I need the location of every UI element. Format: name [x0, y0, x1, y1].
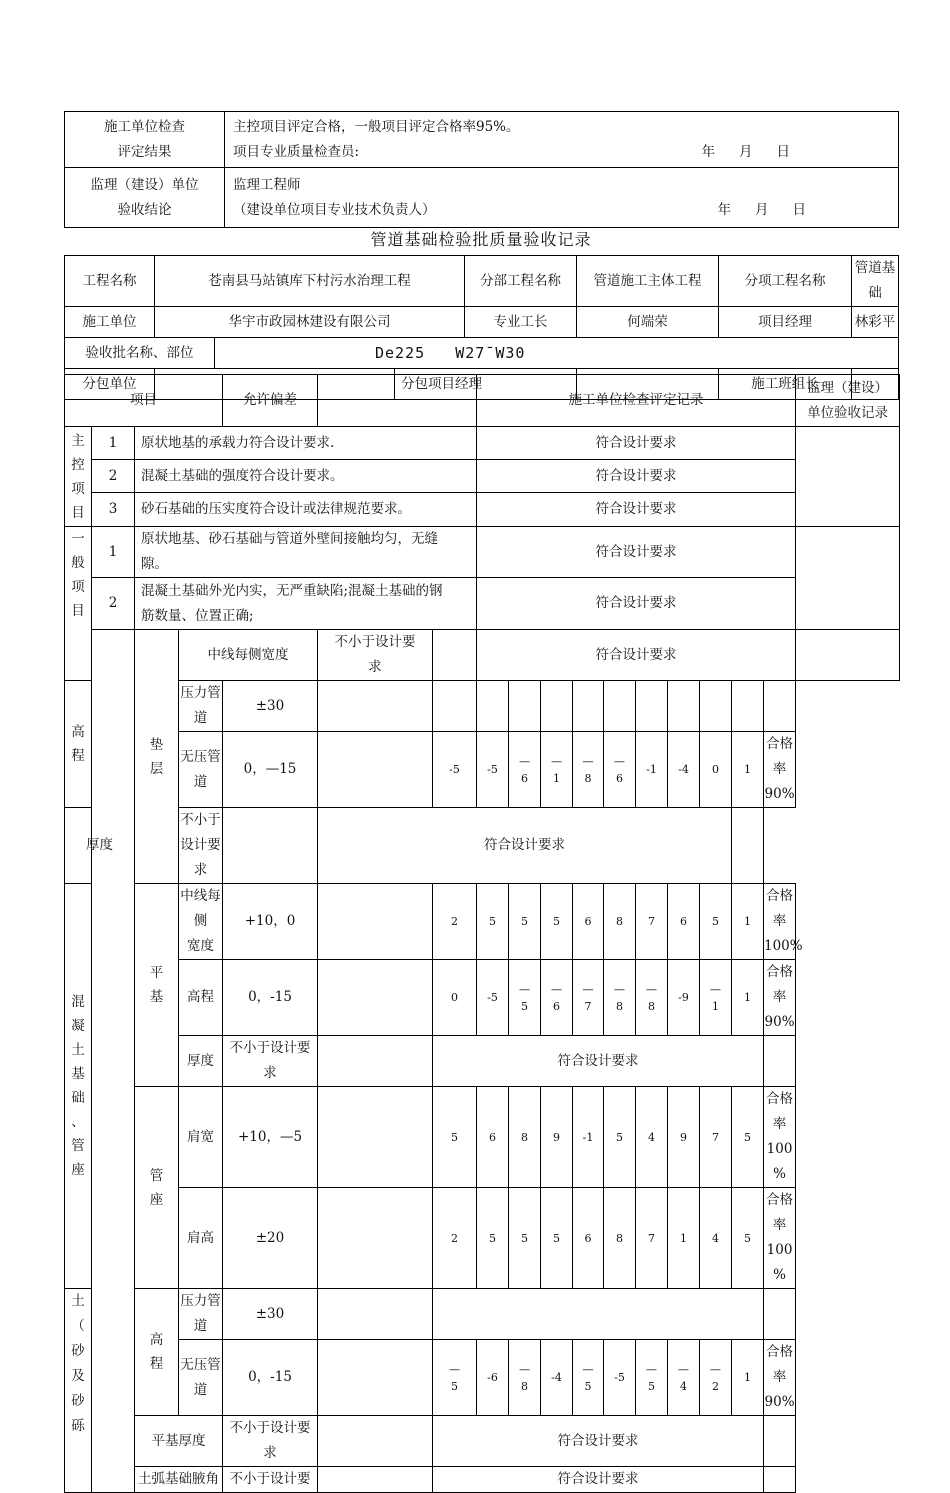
inspector-label: 项目专业质量检查员: — [233, 143, 360, 160]
flat-base-label: 平 基 — [135, 884, 179, 1087]
pipe-seat-label: 管 座 — [135, 1087, 179, 1289]
concrete-center-width-row: 混 凝 土 基 础 、 管 座 平 基 中线每侧 宽度 +10，0 2 5 5 5 6 8 7 6 5 1 合格率 100% — [65, 884, 900, 960]
cushion-elevation-label: 高 程 — [65, 681, 92, 808]
inspection-table: 项目 允许偏差 施工单位检查评定记录 监理（建设） 单位验收记录 主 控 项 目 1 原状地基的承载力符合设计要求. 符合设计要求 2 混凝土基础的强度符合设计要求。 符合设计要求 3 砂石基础的压实度符合设计或法律规范要求。 符合设计要求 一 般 项 目 1 原状地基、砂石基础与管道外壁间接触均匀，无缝 隙。 符合设计要求 2 混凝土基础外光内实，无严重缺陷;混凝土基础的钢 筋数量、位置正确; 符合设计要求 垫 层 中线每侧宽度 不小于设计要 求 符合设计要求 高 程 压力管道 ±30 无压管道 0，—15 -5 -5 — 6 — 1 — 8 — 6 -1 -4 0 1 合格率 90% 厚度 不小于设计要 求 符合设计要求 混 凝 土 基 础 、 管 座 平 基 中线每侧 宽度 +10，0 2 5 5 5 6 8 7 6 5 1 合格率 100% 高程 0，-15 0 -5 — 5 — 6 — 7 — 8 — 8 -9 — 1 1 合格率 90% 厚度 不小于设计要 求 符合设计要求 管 座 肩宽 +10，—5 5 6 8 9 -1 5 4 9 7 5 合格率 100 % 肩高 ±20 2 5 5 5 6 8 7 1 4 5 合格率 100 % 土 （ 砂 及 砂 砾 高 程 压力管道 ±30 无压管道 0，-15 — 5 -6 — 8 -4 — 5 -5 — 5 — 4 — 2 1 合格率 90% 平基厚度 不小于设计要 求 符合设计要求 土弧基础腋角 不小于设计要 符合设计要求 — [64, 374, 900, 1493]
main-item-3: 砂石基础的压实度符合设计或法律规范要求。 — [135, 493, 477, 527]
cushion-nonpressure-row: 无压管道 0，—15 -5 -5 — 6 — 1 — 8 — 6 -1 -4 0 1 合格率 90% — [65, 732, 900, 808]
foreman-name: 何端荣 — [577, 307, 719, 338]
batch-name: De225 W27¯W30 — [215, 338, 899, 369]
item-name: 管道基础 — [852, 256, 899, 307]
general-item-1: 原状地基、砂石基础与管道外壁间接触均匀，无缝 隙。 — [135, 527, 477, 578]
construction-check-label: 施工单位检查 评定结果 — [65, 112, 225, 168]
col-item: 项目 — [65, 375, 223, 427]
soil-label: 土 （ 砂 及 砂 砾 — [65, 1289, 92, 1493]
main-item-3-result: 符合设计要求 — [477, 493, 796, 527]
shoulder-height-row: 肩高 ±20 2 5 5 5 6 8 7 1 4 5 合格率 100 % — [65, 1188, 900, 1289]
col-tolerance: 允许偏差 — [223, 375, 318, 427]
soil-elevation-label: 高 程 — [135, 1289, 179, 1416]
evaluation-table — [64, 111, 899, 228]
concrete-label: 混 凝 土 基 础 、 管 座 — [65, 884, 92, 1289]
contractor-name: 华宇市政园林建设有限公司 — [155, 307, 465, 338]
project-name: 苍南县马站镇库下村污水治理工程 — [155, 256, 465, 307]
col-supervision-record: 监理（建设） 单位验收记录 — [796, 375, 900, 427]
general-item-1-result: 符合设计要求 — [477, 527, 796, 578]
general-label: 一 般 项 目 — [65, 527, 92, 681]
page-title: 管道基础检验批质量验收记录 — [370, 230, 592, 249]
cushion-thickness: 厚度 — [65, 808, 135, 884]
header-table: 工程名称 苍南县马站镇库下村污水治理工程 分部工程名称 管道施工主体工程 分项工程名称 管道基础 施工单位 华宇市政园林建设有限公司 专业工长 何端荣 项目经理 林彩平 验收批名称、部位 De225 W27¯W30 分包单位 分包项目经理 施工班组长 — [64, 255, 899, 400]
supervision-content: 监理工程师 （建设单位项目专业技术负责人） 年 月 日 — [225, 168, 899, 228]
cushion-center-width: 中线每侧宽度 — [179, 630, 318, 681]
general-item-2-result: 符合设计要求 — [477, 578, 796, 630]
soil-nonpressure-row: 无压管道 0，-15 — 5 -6 — 8 -4 — 5 -5 — 5 — 4 — 2 1 合格率 90% — [65, 1340, 900, 1416]
division-name: 管道施工主体工程 — [577, 256, 719, 307]
main-item-2: 混凝土基础的强度符合设计要求。 — [135, 460, 477, 493]
date-line: 年 月 日 — [717, 201, 806, 218]
main-item-1-result: 符合设计要求 — [477, 427, 796, 460]
date-line: 年 月 日 — [701, 143, 790, 160]
general-item-2: 混凝土基础外光内实，无严重缺陷;混凝土基础的钢 筋数量、位置正确; — [135, 578, 477, 630]
col-construction-record: 施工单位检查评定记录 — [477, 375, 796, 427]
main-control-label: 主 控 项 目 — [65, 427, 92, 527]
main-item-2-result: 符合设计要求 — [477, 460, 796, 493]
supervision-label: 监理（建设）单位 验收结论 — [65, 168, 225, 228]
manager-name: 林彩平 — [852, 307, 899, 338]
main-item-1: 原状地基的承载力符合设计要求. — [135, 427, 477, 460]
cushion-label: 垫 层 — [135, 630, 179, 884]
shoulder-width-row: 管 座 肩宽 +10，—5 5 6 8 9 -1 5 4 9 7 5 合格率 100 % — [65, 1087, 900, 1188]
concrete-elevation-row: 高程 0，-15 0 -5 — 5 — 6 — 7 — 8 — 8 -9 — 1 1 合格率 90% — [65, 960, 900, 1036]
construction-check-content: 主控项目评定合格，一般项目评定合格率95%。 项目专业质量检查员: 年 月 日 — [225, 112, 899, 168]
